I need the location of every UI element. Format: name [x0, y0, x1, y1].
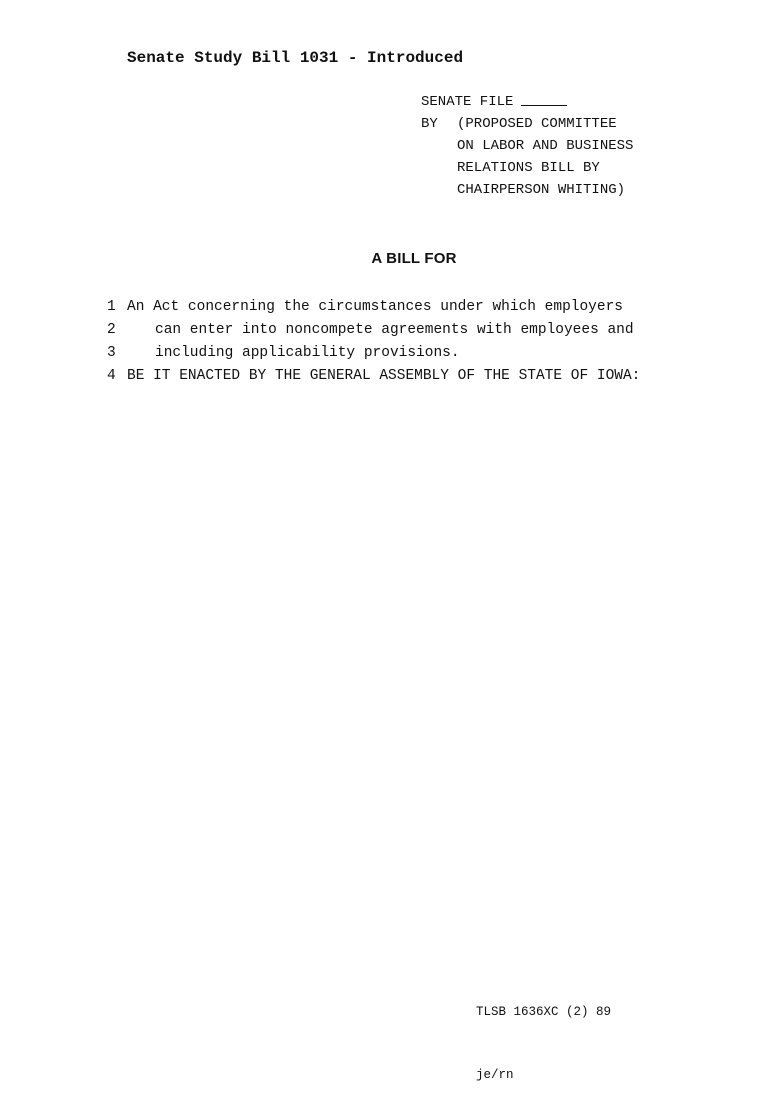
bill-title: Senate Study Bill 1031 - Introduced [127, 49, 464, 67]
footer-initials: je/rn [476, 1068, 514, 1082]
sponsor-line: RELATIONS BILL BY [457, 160, 600, 176]
senate-file-row [421, 91, 633, 113]
line-number: 4 [107, 368, 116, 384]
bill-line [107, 319, 640, 342]
sponsor-by-row [421, 113, 633, 135]
line-text: including applicability provisions. [155, 345, 460, 361]
sponsor-block [421, 91, 633, 201]
line-number: 2 [107, 322, 116, 338]
sponsor-line: ON LABOR AND BUSINESS [457, 138, 634, 154]
bill-line [107, 365, 640, 388]
line-text: can enter into noncompete agreements with employees and [155, 322, 634, 338]
footer-code: TLSB 1636XC (2) 89 [476, 1005, 612, 1019]
senate-file-number-blank [521, 91, 567, 106]
line-text: An Act concerning the circumstances under which employers [127, 299, 623, 315]
line-number: 3 [107, 345, 116, 361]
line-number: 1 [107, 299, 116, 315]
sponsor-line: (PROPOSED COMMITTEE [457, 116, 617, 132]
line-text: BE IT ENACTED BY THE GENERAL ASSEMBLY OF THE STATE OF IOWA: [127, 368, 641, 384]
sponsor-by-label: BY [421, 116, 438, 132]
sponsor-line: CHAIRPERSON WHITING) [457, 182, 626, 198]
bill-line [107, 296, 640, 319]
bill-line [107, 342, 640, 365]
senate-file-label: SENATE FILE [421, 94, 514, 110]
bill-text [107, 296, 640, 388]
bill-heading: A BILL FOR [371, 250, 457, 267]
footer [476, 960, 611, 1107]
